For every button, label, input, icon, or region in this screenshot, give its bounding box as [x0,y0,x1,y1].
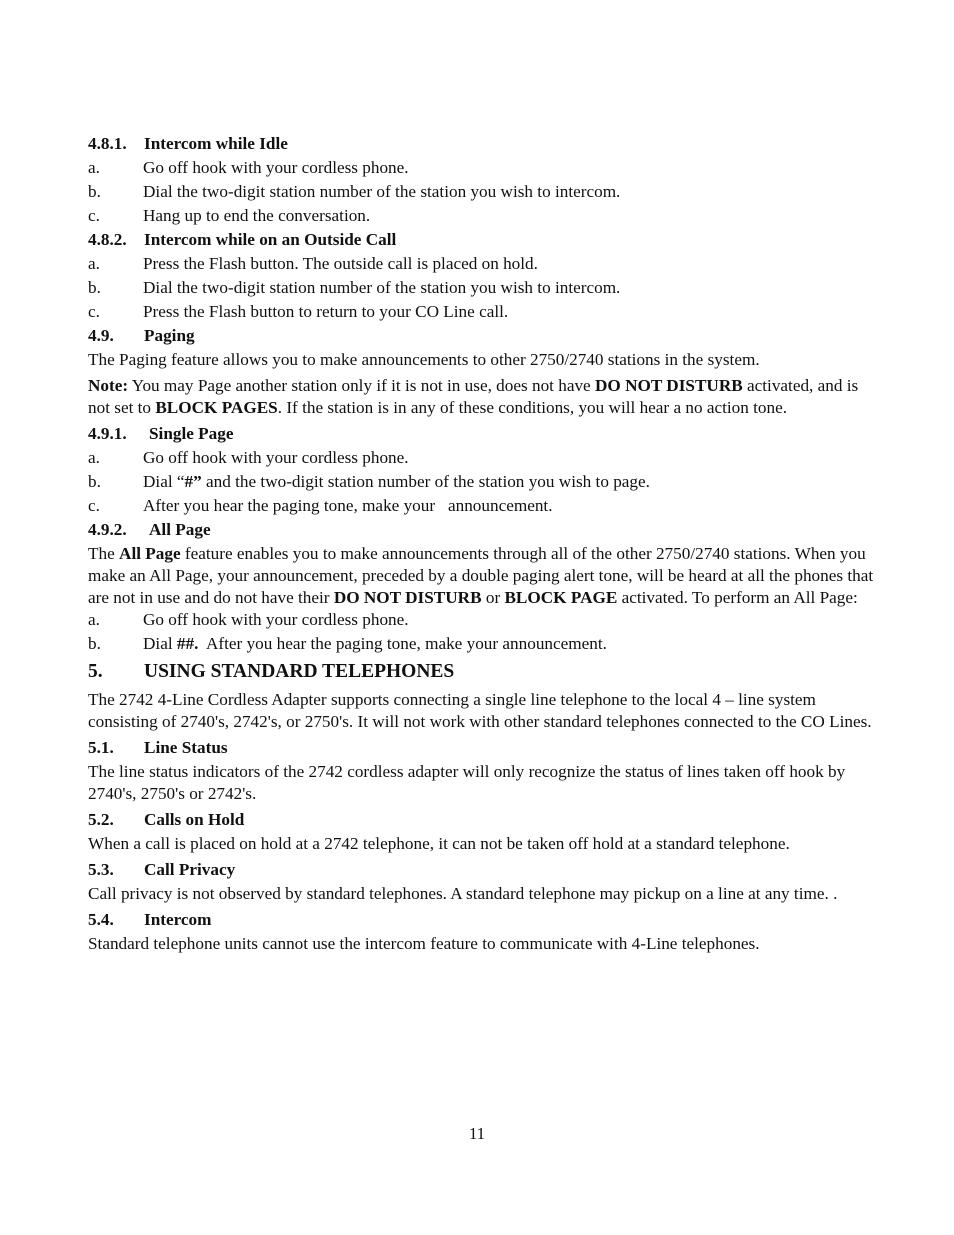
paging-note [88,375,878,419]
section-title: USING STANDARD TELEPHONES [144,661,455,682]
list-item [88,253,878,275]
para-text: activated. To perform an All Page: [617,588,858,607]
para-bold-all-page: All Page [119,544,181,563]
section-number: 5.3. [88,860,114,879]
note-text: You may Page another station only if it is not in use, does not have [128,376,595,395]
section-number: 5.4. [88,910,114,929]
section-title: All Page [149,520,211,539]
section-title: Single Page [149,424,234,443]
list-item [88,277,878,299]
document-page [88,131,878,959]
heading-4-8-1 [88,133,878,155]
list-letter: a. [88,448,100,467]
para-text: feature enables you to make announcements through all of the other 2750/2740 stations. When you make an All Page, your announcement, preceded by a double paging alert tone, will be heard at all the phones that are not in use and do not have their [88,544,874,607]
intercom-paragraph: Standard telephone units cannot use the intercom feature to communicate with 4-Line telephones. [88,934,760,953]
para-bold-dnd: DO NOT DISTURB [333,588,482,607]
list-letter: c. [88,206,100,225]
list-text: After you hear the paging tone, make your announcement. [143,496,553,515]
heading-5 [88,661,878,685]
list-text: Dial the two-digit station number of the station you wish to intercom. [143,278,621,297]
section-title: Call Privacy [144,860,236,879]
heading-5-4 [88,909,878,931]
note-bold-block-pages: BLOCK PAGES [155,398,278,417]
section-title: Intercom while Idle [144,134,288,153]
list-text: Go off hook with your cordless phone. [143,610,409,629]
section-title: Intercom [144,910,212,929]
paging-paragraph: The Paging feature allows you to make announcements to other 2750/2740 stations in the system. [88,350,760,369]
list-text: Go off hook with your cordless phone. [143,448,409,467]
list-text: Hang up to end the conversation. [143,206,371,225]
list-letter: c. [88,302,100,321]
list-letter: b. [88,472,101,491]
para-bold-block-page: BLOCK PAGE [504,588,618,607]
list-item [88,495,878,517]
heading-4-9 [88,325,878,347]
list-letter: b. [88,182,101,201]
para-text: The [88,544,120,563]
list-item [88,181,878,203]
list-item [88,205,878,227]
list-item [88,609,878,631]
list-letter: c. [88,496,100,515]
section-number: 4.8.2. [88,230,127,249]
list-text-bold: #” [184,472,202,491]
page-number: 11 [468,1124,486,1143]
list-letter: a. [88,254,100,273]
section-title: Calls on Hold [144,810,245,829]
heading-4-9-2 [88,519,878,541]
list-text-post: After you hear the paging tone, make your announcement. [198,634,607,653]
section-number: 4.9. [88,326,114,345]
list-text: Press the Flash button. The outside call is placed on hold. [143,254,538,273]
para-text: or [481,588,505,607]
list-text-post: and the two-digit station number of the station you wish to page. [201,472,650,491]
list-letter: a. [88,610,100,629]
list-text-pre: Dial “ [143,472,185,491]
section-title: Line Status [144,738,228,757]
call-privacy-paragraph: Call privacy is not observed by standard telephones. A standard telephone may pickup on a line at any time. . [88,884,838,903]
list-text: Press the Flash button to return to your CO Line call. [143,302,509,321]
list-letter: a. [88,158,100,177]
list-text [143,633,607,655]
heading-4-8-2 [88,229,878,251]
section-number: 5.2. [88,810,114,829]
section-number: 4.8.1. [88,134,127,153]
section-title: Paging [144,326,195,345]
list-item [88,633,878,655]
note-text: activated, and is not set to [88,376,859,417]
note-text: . If the station is in any of these conditions, you will hear a no action tone. [277,398,788,417]
all-page-paragraph [88,543,878,609]
list-text: Dial the two-digit station number of the station you wish to intercom. [143,182,621,201]
list-text [143,471,650,493]
heading-4-9-1 [88,423,878,445]
section-number: 4.9.2. [88,520,127,539]
section-number: 5. [88,661,103,682]
section-number: 4.9.1. [88,424,127,443]
section-number: 5.1. [88,738,114,757]
list-text: Go off hook with your cordless phone. [143,158,409,177]
line-status-paragraph: The line status indicators of the 2742 cordless adapter will only recognize the status of lines taken off hook by 2740's, 2750's or 2742's. [88,762,846,803]
note-label: Note: [88,376,129,395]
list-item [88,471,878,493]
heading-5-2 [88,809,878,831]
list-letter: b. [88,634,101,653]
list-letter: b. [88,278,101,297]
list-text-bold: ##. [176,634,199,653]
list-item [88,157,878,179]
standard-telephones-paragraph: The 2742 4-Line Cordless Adapter supports connecting a single line telephone to the local 4 – line system consisting of 2740's, 2742's, or 2750's. It will not work with other standard telephones connected to the CO Lines. [88,690,872,731]
section-title: Intercom while on an Outside Call [144,230,397,249]
list-text-pre: Dial [143,634,177,653]
list-item [88,301,878,323]
heading-5-3 [88,859,878,881]
heading-5-1 [88,737,878,759]
calls-on-hold-paragraph: When a call is placed on hold at a 2742 telephone, it can not be taken off hold at a standard telephone. [88,834,790,853]
note-bold-dnd: DO NOT DISTURB [594,376,743,395]
list-item [88,447,878,469]
